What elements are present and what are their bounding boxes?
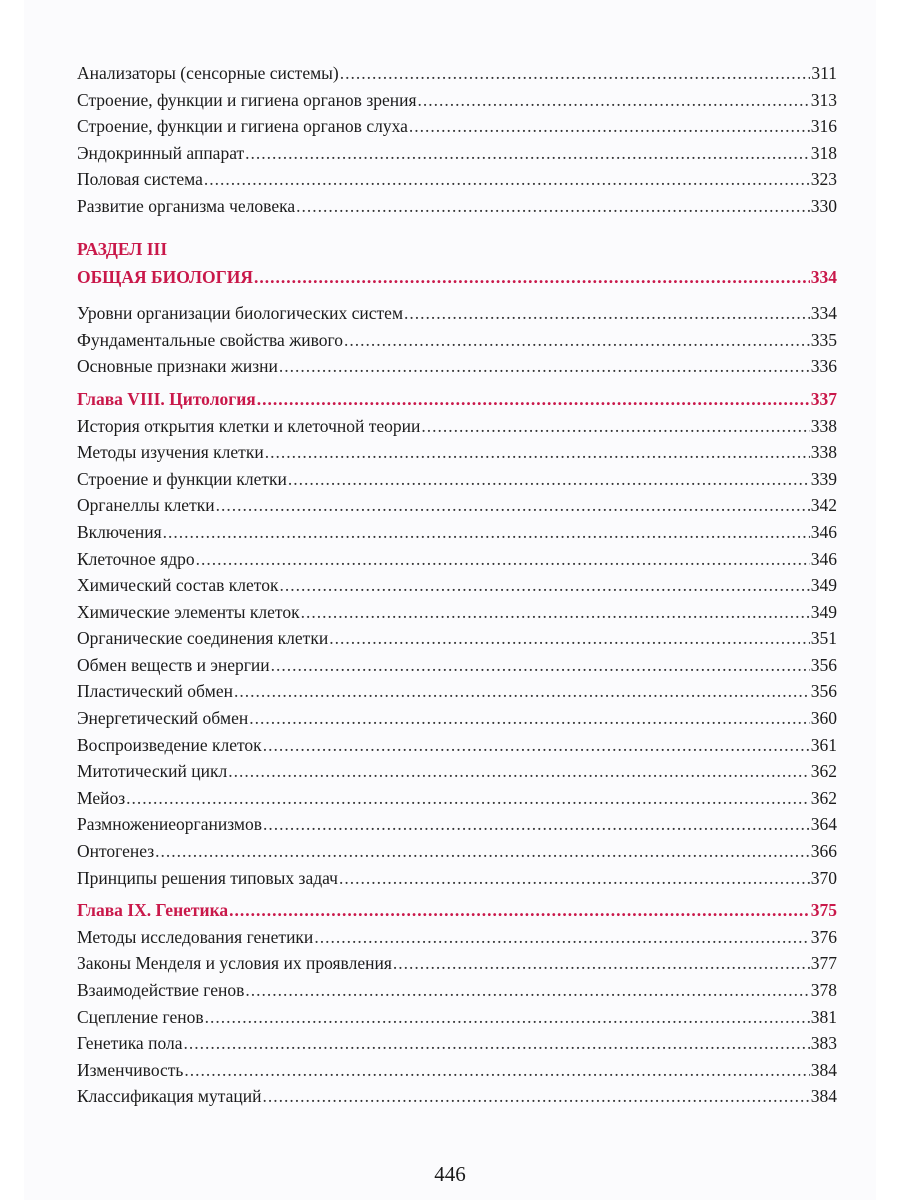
toc-leader [404,300,810,327]
toc-entry-title: Развитие организма человека [77,195,296,216]
toc-entry-title: Уровни организации биологических систем [77,303,404,324]
toc-leader [163,519,810,546]
chapter-title: Глава VIII. Цитология [77,388,256,409]
toc-entry-page: 360 [810,708,837,729]
section-heading-general-biology[interactable] [77,264,837,291]
toc-entry-title: Принципы решения типовых задач [77,867,338,888]
toc-entry-page: 313 [810,89,837,110]
toc-leader [409,113,810,140]
toc-leader [340,60,811,87]
toc-leader [126,785,810,812]
toc-group-sensory [77,60,837,220]
section-page: 334 [810,266,837,287]
toc-leader [196,546,810,573]
toc-entry[interactable] [77,785,837,812]
toc-entry[interactable] [77,838,837,865]
toc-entry-title: Эндокринный аппарат [77,142,245,163]
section-title: ОБЩАЯ БИОЛОГИЯ [77,266,254,287]
toc-entry[interactable] [77,1004,837,1031]
toc-entry-title: Генетика пола [77,1033,183,1054]
toc-entry-title: Размножениеорганизмов [77,814,262,835]
toc-leader [184,1057,809,1084]
toc-entry[interactable] [77,950,837,977]
toc-leader [263,732,810,759]
toc-entry-page: 370 [810,867,837,888]
toc-entry[interactable] [77,977,837,1004]
toc-entry-title: Онтогенез [77,841,155,862]
toc-entry-page: 356 [810,654,837,675]
toc-entry[interactable] [77,87,837,114]
toc-entry[interactable] [77,413,837,440]
toc-entry-page: 384 [810,1059,837,1080]
toc-entry-title: Включения [77,521,162,542]
toc-entry-title: Основные признаки жизни [77,356,278,377]
toc-leader [421,413,809,440]
toc-entry[interactable] [77,678,837,705]
toc-leader [329,625,810,652]
toc-entry[interactable] [77,327,837,354]
toc-entry[interactable] [77,705,837,732]
toc-entry[interactable] [77,492,837,519]
toc-entry[interactable] [77,466,837,493]
toc-entry-page: 384 [810,1086,837,1107]
spacer [77,290,837,300]
toc-entry-page: 346 [810,521,837,542]
toc-entry[interactable] [77,353,837,380]
toc-entry-page: 356 [810,681,837,702]
toc-entry[interactable] [77,519,837,546]
toc-entry-page: 361 [810,734,837,755]
toc-entry-title: Классификация мутаций [77,1086,262,1107]
toc-entry-page: 377 [810,953,837,974]
toc-entry-page: 362 [810,761,837,782]
toc-entry[interactable] [77,193,837,220]
toc-entry[interactable] [77,1030,837,1057]
toc-entry-title: История открытия клетки и клеточной теории [77,415,421,436]
toc-entry-title: Фундаментальные свойства живого [77,329,344,350]
toc-entry-title: Органические соединения клетки [77,628,329,649]
toc-entry[interactable] [77,811,837,838]
toc-entry-title: Мейоз [77,787,126,808]
toc-leader [418,87,810,114]
toc-entry[interactable] [77,300,837,327]
toc-entry[interactable] [77,166,837,193]
section-label: РАЗДЕЛ III [77,238,168,259]
toc-entry[interactable] [77,758,837,785]
toc-entry-page: 330 [810,195,837,216]
toc-entry[interactable] [77,652,837,679]
toc-entry-title: Обмен веществ и энергии [77,654,270,675]
toc-leader [263,1083,810,1110]
toc-leader [245,977,809,1004]
toc-entry-title: Взаимодействие генов [77,980,245,1000]
toc-entry-page: 316 [810,116,837,137]
toc-leader [183,1030,809,1057]
toc-entry-title: Строение, функции и гигиена органов зрения [77,89,417,110]
toc-entry-title: Анализаторы (сенсорные системы) [77,63,339,83]
toc-entry-title: Строение, функции и гигиена органов слуха [77,116,408,137]
toc-entry-title: Пластический обмен [77,681,233,702]
toc-leader [271,652,810,679]
toc-leader [257,386,810,413]
toc-leader [229,897,810,924]
toc-entry-page: 349 [810,601,837,622]
toc-entry[interactable] [77,732,837,759]
toc-entry-page: 336 [810,356,837,377]
toc-entry[interactable] [77,60,837,87]
toc-group-genetics [77,924,837,1110]
toc-entry[interactable] [77,572,837,599]
toc-leader [314,924,809,951]
toc-leader [216,492,810,519]
toc-entry[interactable] [77,924,837,951]
toc-leader [393,950,810,977]
toc-entry-title: Органеллы клетки [77,495,215,516]
chapter-page: 337 [810,388,837,409]
toc-entry[interactable] [77,599,837,626]
toc-leader [301,599,810,626]
toc-entry[interactable] [77,625,837,652]
toc-entry[interactable] [77,1083,837,1110]
toc-entry[interactable] [77,439,837,466]
toc-entry[interactable] [77,865,837,892]
toc-entry-title: Энергетический обмен [77,708,249,729]
toc-entry-page: 339 [810,468,837,489]
toc-leader [296,193,810,220]
toc-entry[interactable] [77,546,837,573]
spacer [77,220,837,234]
toc-entry[interactable] [77,1057,837,1084]
toc-entry-page: 311 [811,63,837,83]
toc-leader [228,758,810,785]
toc-entry-page: 362 [810,787,837,808]
toc-entry-title: Клеточное ядро [77,548,195,569]
toc-leader [279,572,809,599]
page-number: 446 [434,1162,466,1186]
toc-leader [279,353,810,380]
toc-leader [234,678,810,705]
toc-entry-title: Половая система [77,169,203,190]
toc-leader [263,811,810,838]
toc-entry-title: Сцепление генов [77,1006,204,1027]
toc-leader [265,439,810,466]
toc-entry-title: Методы исследования генетики [77,926,314,947]
toc-leader [254,264,810,291]
toc-leader [205,1004,810,1031]
toc-group-cytology [77,413,837,892]
toc-leader [249,705,810,732]
toc-group-levels [77,300,837,380]
toc-leader [339,865,810,892]
toc-entry-page: 383 [810,1033,837,1054]
toc-entry-title: Митотический цикл [77,761,228,782]
toc-entry-title: Строение и функции клетки [77,468,287,489]
toc-entry-page: 364 [810,814,837,835]
toc-entry-page: 338 [810,442,837,463]
toc-entry-title: Химические элементы клеток [77,601,300,622]
toc-entry-title: Изменчивость [77,1059,184,1080]
toc-entry-page: 351 [810,628,837,649]
chapter-heading-cytology[interactable] [77,386,837,413]
toc-entry[interactable] [77,140,837,167]
toc-entry-title: Воспроизведение клеток [77,734,262,755]
toc-entry[interactable] [77,113,837,140]
toc-leader [155,838,810,865]
table-of-contents [77,60,837,1110]
toc-entry-page: 366 [810,841,837,862]
toc-entry-page: 342 [810,495,837,516]
toc-entry-title: Законы Менделя и условия их проявления [77,953,392,974]
toc-leader [288,466,810,493]
chapter-heading-genetics[interactable] [77,897,837,924]
toc-leader [344,327,810,354]
toc-entry-page: 335 [810,329,837,350]
toc-entry-page: 318 [810,142,837,163]
toc-entry-page: 376 [810,926,837,947]
toc-entry-page: 349 [810,575,837,596]
toc-leader [204,166,810,193]
toc-leader [245,140,810,167]
toc-entry-page: 381 [810,1006,837,1027]
toc-entry-page: 323 [810,169,837,190]
toc-entry-page: 346 [810,548,837,569]
toc-entry-page: 378 [810,980,837,1000]
toc-entry-page: 338 [810,415,837,436]
toc-entry-page: 334 [810,303,837,324]
toc-entry-title: Химический состав клеток [77,575,279,596]
chapter-title: Глава IX. Генетика [77,900,229,921]
chapter-page: 375 [810,900,837,921]
toc-entry-title: Методы изучения клетки [77,442,264,463]
